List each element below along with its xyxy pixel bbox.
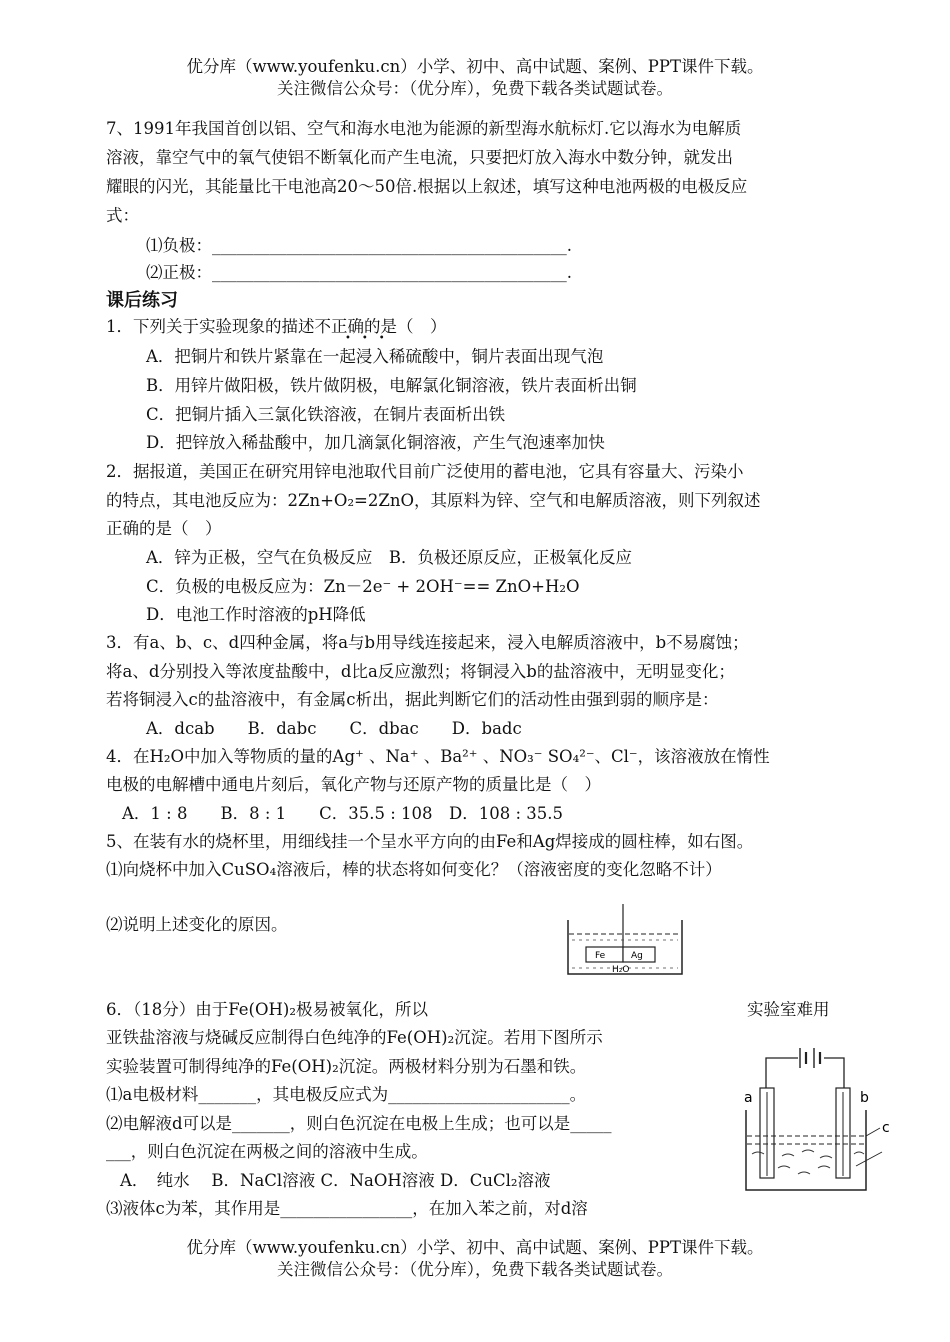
- p2-line-2: 的特点，其电池反应为：2Zn+O₂=2ZnO，其原料为锌、空气和电解质溶液，则下列叙述: [106, 491, 761, 510]
- q7-negative-electrode: ⑴负极：___________________________________________.: [146, 236, 572, 255]
- p1-stem: 1．下列关于实验现象的描述不正确的是（ ）: [106, 317, 447, 336]
- header-line-1: 优分库（www.youfenku.cn）小学、初中、高中试题、案例、PPT课件下载。: [186, 57, 764, 76]
- p2-line-3: 正确的是（ ）: [106, 519, 222, 538]
- liquid-c-label: c: [882, 1120, 890, 1136]
- q7-line-3: 耀眼的闪光，其能量比干电池高20～50倍.根据以上叙述，填写这种电池两极的电极反应: [106, 177, 748, 196]
- water-label: H₂O: [612, 965, 630, 975]
- footer-line-1: 优分库（www.youfenku.cn）小学、初中、高中试题、案例、PPT课件下载。: [186, 1238, 764, 1257]
- p6-options: A． 纯水 B．NaCl溶液 C．NaOH溶液 D．CuCl₂溶液: [120, 1171, 551, 1190]
- p4-line-1: 4．在H₂O中加入等物质的量的Ag⁺ 、Na⁺ 、Ba²⁺ 、NO₃⁻ SO₄²⁻、Cl⁻，该溶液放在惰性: [106, 747, 770, 766]
- p4-options: A．1 : 8 B．8 : 1 C．35.5 : 108 D．108 : 35.5: [122, 804, 564, 823]
- footer-line-2: 关注微信公众号：（优分库），免费下载各类试题试卷。: [277, 1260, 673, 1279]
- q7-line-1: 7、1991年我国首创以铝、空气和海水电池为能源的新型海水航标灯.它以海水为电解质: [106, 119, 742, 138]
- emphasis-dots: •••: [345, 333, 396, 344]
- p1-option-d: D．把锌放入稀盐酸中，加几滴氯化铜溶液，产生气泡速率加快: [146, 433, 605, 452]
- p6-line-1: 6．（18分）由于Fe(OH)₂极易被氧化，所以: [106, 1000, 428, 1019]
- p2-option-c: C．负极的电极反应为：Zn－2e⁻ + 2OH⁻== ZnO+H₂O: [146, 577, 580, 596]
- fe-label: Fe: [595, 951, 606, 961]
- p6-line-5: ⑵电解液d可以是_______，则白色沉淀在电极上生成；也可以是_____: [106, 1114, 612, 1133]
- beaker-rod-figure: [560, 902, 690, 980]
- p6-line-8: ⑶液体c为苯，其作用是________________，在加入苯之前，对d溶: [106, 1199, 588, 1218]
- p2-option-d: D．电池工作时溶液的pH降低: [146, 605, 366, 624]
- p2-line-1: 2．据报道，美国正在研究用锌电池取代目前广泛使用的蓄电池，它具有容量大、污染小: [106, 462, 744, 481]
- p6-line-1-right: 实验室难用: [747, 1000, 830, 1019]
- p1-option-c: C．把铜片插入三氯化铁溶液，在铜片表面析出铁: [146, 405, 506, 424]
- electrode-a-label: a: [744, 1090, 753, 1106]
- ag-label: Ag: [631, 951, 643, 961]
- p3-line-1: 3．有a、b、c、d四种金属，将a与b用导线连接起来，浸入电解质溶液中，b不易腐蚀；: [106, 633, 749, 652]
- header-line-2: 关注微信公众号：（优分库），免费下载各类试题试卷。: [277, 79, 673, 98]
- p3-line-3: 若将铜浸入c的盐溶液中，有金属c析出，据此判断它们的活动性由强到弱的顺序是：: [106, 690, 719, 709]
- p2-options-ab: A．锌为正极，空气在负极反应 B．负极还原反应，正极氧化反应: [146, 548, 633, 567]
- p3-line-2: 将a、d分别投入等浓度盐酸中，d比a反应激烈；将铜浸入b的盐溶液中，无明显变化；: [106, 662, 735, 681]
- p1-option-b: B．用锌片做阳极，铁片做阴极，电解氯化铜溶液，铁片表面析出铜: [146, 376, 637, 395]
- p6-line-3: 实验装置可制得纯净的Fe(OH)₂沉淀。两极材料分别为石墨和铁。: [106, 1057, 587, 1076]
- q7-line-4: 式：: [106, 206, 139, 225]
- p6-line-2: 亚铁盐溶液与烧碱反应制得白色纯净的Fe(OH)₂沉淀。若用下图所示: [106, 1028, 603, 1047]
- p1-option-a: A．把铜片和铁片紧靠在一起浸入稀硫酸中，铜片表面出现气泡: [146, 347, 604, 366]
- p5-sub-1: ⑴向烧杯中加入CuSO₄溶液后，棒的状态将如何变化？（溶液密度的变化忽略不计）: [106, 860, 722, 879]
- p3-options: A．dcab B．dabc C．dbac D．badc: [146, 719, 522, 738]
- q7-line-2: 溶液，靠空气中的氧气使铝不断氧化而产生电流，只要把灯放入海水中数分钟，就发出: [106, 148, 733, 167]
- p6-line-4: ⑴a电极材料_______，其电极反应式为______________________。: [106, 1085, 587, 1104]
- p6-line-6: ___，则白色沉淀在两极之间的溶液中生成。: [106, 1142, 428, 1161]
- section-title: 课后练习: [106, 290, 178, 311]
- q7-positive-electrode: ⑵正极：___________________________________________.: [146, 263, 572, 282]
- electrolysis-figure: [738, 1040, 898, 1194]
- electrode-b-label: b: [860, 1090, 869, 1106]
- p5-line-1: 5、在装有水的烧杯里，用细线挂一个呈水平方向的由Fe和Ag焊接成的圆柱棒，如右图。: [106, 832, 754, 851]
- p4-line-2: 电极的电解槽中通电片刻后，氧化产物与还原产物的质量比是（ ）: [106, 775, 601, 794]
- p5-sub-2: ⑵说明上述变化的原因。: [106, 915, 288, 934]
